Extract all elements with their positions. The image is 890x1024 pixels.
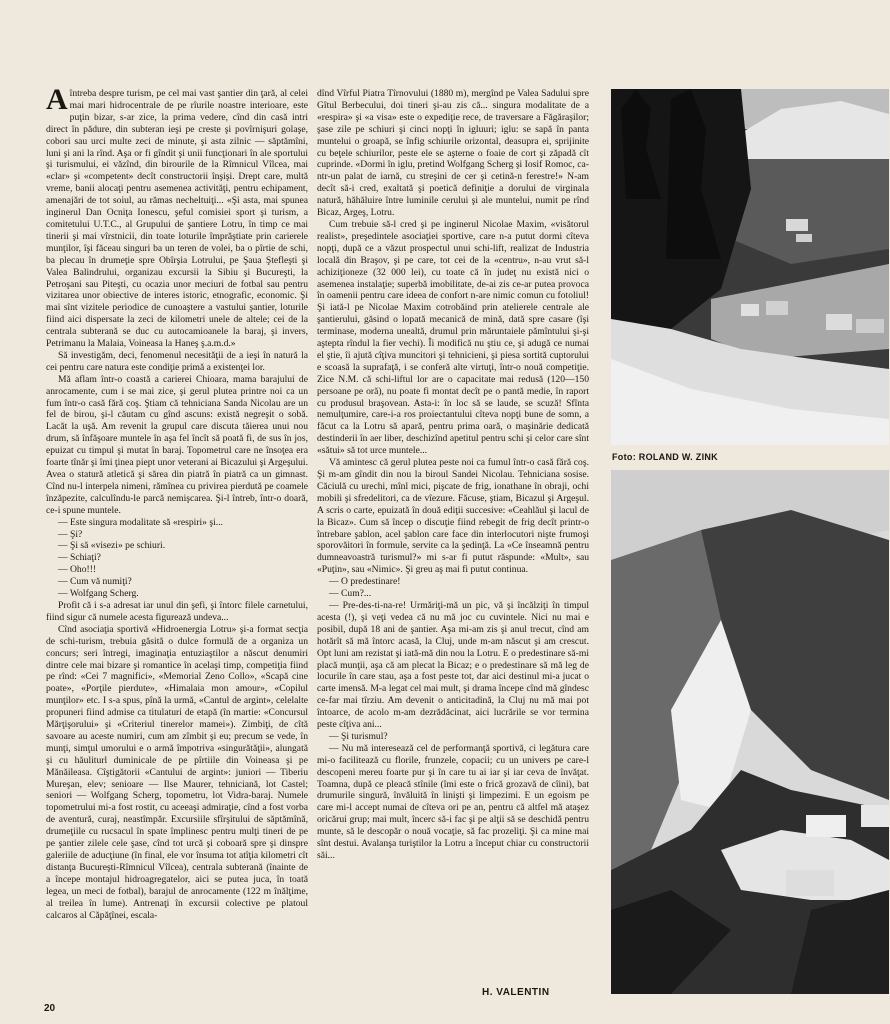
dialogue-line: — Wolfgang Scherg. bbox=[58, 588, 139, 600]
article-paragraph bbox=[46, 83, 308, 350]
article-paragraph: Cum trebuie să-l cred şi pe inginerul Nicolae Maxim, «visătorul realist», preşedintele asociaţiei sportive, care n-a putut dormi cîteva nopţi, după ce a văzut prospectul unui schi-lift, realizat de Industria locală din Braşov, şi pe care, tot cei de la «centru», n-au vrut să-l achiziţioneze (32 000 lei), cu toate că în judeţ nu există nici o asemenea instalaţie; superbă imobilitate, de-ai zis ce-ar putea provoca în oamenii pentru care ideea de confort n-are nimic comun cu fotoliul! Şi iată-l pe Nicolae Maxim cotrobăind prin atelierele centrale ale şantierului, găsind o lopată mecanică de mină, dată spre casare (îşi terminase, moderna unealtă, drumul prin măruntaiele pămîntului şi-şi aştepta rîndul la fier vechi). Îi modifică nu ştiu ce, şi adugă ce numai el ştie, îi ajută cîţiva muncitori şi tehnicieni, şi piesa sortită cuptorului e scoasă la suprafaţă, i se conferă alte virtuţi, într-o nouă competiţie. Zice N.M. că schi-liftul lor are o capacitate mai redusă (120—150 persoane pe oră), nu poate fi montat decît pe o pantă medie, în raport cu produsul braşovean. Asta-i: în loc să se laude, se scuză! Sfînta nemulţumire, care-i-a ros proiectantului cîteva nopţi bune de somn, a făcut ca la Lotru să apară, pentru prima oară, o maşinărie dedicată destinderii în aer liber, deschizînd apetitul pentru schi şi celor care sînt «sătui» să tot urce muntele... bbox=[317, 218, 589, 457]
dialogue-line: — Cum vă numiţi? bbox=[58, 576, 132, 588]
winter-village-photo bbox=[611, 89, 889, 445]
building bbox=[786, 870, 834, 896]
building bbox=[856, 319, 884, 333]
winter-village-illustration bbox=[611, 89, 889, 445]
dialogue-line: — Şi turismul? bbox=[329, 730, 388, 742]
building bbox=[741, 304, 759, 316]
dialogue-line: — Pre-des-ti-na-re! Urmăriţi-mă un pic, vă şi încălziţi în timpul acesta (!), şi veţi vedea că nu mă joc cu cuvintele. Nici nu mai e posibil, după 18 ani de şantier. Aşa mi-am zis şi anul trecut, cînd am hotărît să mă întorc acasă, la Cluj, unde m-am născut şi am crescut. Opt luni am rezistat şi iată-mă din nou la Lotru. E o predestinare să-mi placă munţii, aşa că am plecat la Bicaz; e o predestinare să mă leg de locurile în care stau, aşa a fost peste tot, dar aici destinul mi-a jucat o carte imensă. M-a legat cel mai mult, şi drama începe cînd mă gîndesc ce-far mai tîrziu. Am devenit o anticitadină, la Cluj nu mă mai pot întoarce, de acolo m-am dezrădăcinat, aici lucrările se vor termina peste cîţiva ani... bbox=[317, 599, 589, 731]
dialogue-line: — Nu mă interesează cel de performanţă sportivă, ci legătura care mi-o facilitează cu florile, frunzele, copacii; cu un univers pe care-l descopeni mereu foarte pur şi în care tu ai iar şi iar ceva de învăţat. Toamna, după ce pleacă stînile (îmi este o frică grozavă de cîini), bat drumurile singură, învăluită în linişti şi limpezimi. E un egoism pe care mi-l accept numai de cîteva ori pe an, pentru că altfel mă ataşez oricărui grup; mai mult, încerc să-i fac şi pe alţii să se deschidă pentru munte, să le descopăr o nouă vocaţie, să fac prozeliţi. Şi ca mine mai sînt destui. Avalanşa turiştilor la Lotru a început chiar cu constructorii săi... bbox=[317, 742, 589, 861]
building bbox=[796, 234, 812, 242]
snowy-valley-illustration bbox=[611, 470, 889, 994]
building bbox=[766, 301, 788, 315]
dialogue-line: — Şi? bbox=[58, 528, 83, 540]
article-paragraph: Profit că i s-a adresat iar unul din şefi, şi întorc filele carnetului, fiind sigur că numele acesta figurează undeva... bbox=[46, 599, 308, 623]
article-paragraph: Să investigăm, deci, fenomenul necesităţii de a ieşi în natură la cei pentru care natura este condiţie primă a existenţei lor. bbox=[46, 349, 308, 373]
article-author: H. VALENTIN bbox=[482, 987, 550, 998]
article-paragraph: dînd Vîrful Piatra Tîrnovului (1880 m), mergînd pe Valea Sadului spre Gîtul Berbecului, doi tineri şi-au zis că... singura modalitate de a «respira» şi «a visa» este o expediţie rece, de traversare a Făgăraşilor; şase zile pe schiuri şi cinci nopţi în igluuri; iglu: se sapă în panta muntelui o groapă, se înfig schiurile orizontal, deasupra ei, sprijinite cu beţele schiurilor, peste ele se aşterne o foaie de cort şi zăpadă cît cuprinde. «Dormi în iglu, pretind Wolfgang Scherg şi Iosif Romoc, ca-ntr-un palat de iarnă, cu streşini de cer şi cetină-n ferestre!» N-am decît să-i cred, exaltată şi poetică definiţie a dorului de virginala natură, hăhăluire între luminile cerului şi ale muntelui, numit pe rînd Bicaz, Argeş, Lotru. bbox=[317, 88, 589, 219]
dialogue-line: — Oho!!! bbox=[58, 564, 97, 576]
drop-cap: A bbox=[46, 83, 68, 116]
building bbox=[861, 805, 889, 827]
dialogue-line: — Cum?... bbox=[329, 588, 372, 600]
article-paragraph: Vă amintesc că gerul plutea peste noi ca fumul într-o casă fără coş. Şi m-am gîndit din nou la biroul Sandei Nicolau. Tehniciana sosise. Căciulă cu urechi, mînl mici, pişcate de frig, ionathane în obraji, ochi mobili şi sfredelitori, ca de vîezure. Făcuse, ştiam, Bicazul şi Argeşul. A scris o carte, epuizată în două ediţii succesive: «Ceahlăul şi lacul de la Bicaz». Cum să încep o discuţie fiind rebegit de frig decît printr-o întrebare şablon, acel şablon care face din interlocutori nişte frumoşi sporovăitori în formule, servite ca la şedinţă. La «Ce înseamnă pentru dumneavoastră turismul?» mi s-ar fi putut răspunde: «Mult», sau «Puţin», sau «Nimic». Şi greu aş mai fi putut continua. bbox=[317, 457, 589, 576]
photo-credit: Foto: ROLAND W. ZINK bbox=[612, 452, 718, 462]
snowy-valley-photo bbox=[611, 470, 889, 994]
dialogue-line: — Schiaţi? bbox=[58, 552, 101, 564]
paragraph-text: întreba despre turism, pe cel mai vast şantier din ţară, al celei mai mari hidrocentrale de pe rîurile noastre interioare, este puţin bizar, s-ar zice, la prima vedere, cînd din casă intri direct în pădure, din subteran ieşi pe creste şi povîrnişuri golaşe, cobori sau urci multe zeci de minute, şi asta zilnic — săptămîni, luni şi ani la rînd. Aşa or fi gîndit şi unii funcţionari în ale sportului şi turismului, ei văzînd, din birourile de la Rîmnicul Vîlcea, mai «clar» şi «competent» decît constructorii înşişi. Drept care, multă vreme, banii alocaţi pentru asemenea activităţi, pentru echipament, amenajări de tot soiul, au rămas necheltuiţi... «Şi asta, mai spunea inginerul Dan Ocniţa Ionescu, şeful comisiei sport şi turism, a comitetului U.T.C., al Grupului de şantiere Lotru, în timp ce mai tinerii şi mai vîrstnicii, din toate loturile împrăştiate prin carierele munţilor, îşi făceau singuri ba un teren de volei, ba o pîrtie de schi, ba plecau în drumeţie spre Obîrşia Lotrului, pe Şaua Ştefleşti şi Valea Balindrului, organizau excursii la Sibiu şi Bucureşti, la Petroşani sau Piteşti, cu ocazia unor meciuri de fotbal sau pentru vizitarea unor obiective de interes istoric, etnografic, economic. Şi mai sînt vizitele periodice de cunoaştere a vastului şantier, loturile fiind aici dispersate la zeci de kilometri unele de altele; cei de la centrala subterană se duc cu autocamioanele la baraj, şi invers, Petrimanu la Malaia, Voineasa la Haneş ş.a.m.d.» bbox=[46, 88, 308, 350]
article-paragraph: Cînd asociaţia sportivă «Hidroenergia Lotru» şi-a format secţia de schi-turism, trebuia găsită o dulce formulă de a organiza un concurs; seri întregi, imaginaţia entuziaştilor a născut denumiri dintre cele mai bizare şi romantice în acelaşi timp, competiţia fiind pe rînd: «Cei 7 magnifici», «Memorial Zeno Collo», «Scapă cine poate», «Porţile pierdute», «Himalaia mon amour», «Copilul munţilor» etc. I s-a spus, pînă la urmă, «Cantul de argint», celelalte propuneri fiind admise ca titulaturi de etapă (în martie: «Concursul Mărţişorului» şi «Criteriul tinerelor mamei»). Zimbiţi, de cîtă savoare au aceste numiri, cum am zîmbit şi eu; precum se vede, în munţi, simţul umorului e o armă împotriva «singurătăţii», alungată şi cu hăuliturl duminicale de pe pîrtiile din Voineasa şi pe Mănăileasa. Cîştigătorii «Cantului de argint»: juniori — Tiberiu Mureşan, elev; senioare — Ilse Maurer, tehniciană, lot Castel; seniori — Wolfgang Scherg, topometru, lot Vidra-baraj. Numele topometrului mi-a fost rostit, cu aceeaşi admiraţie, cînd a fost vorba de aventură, curaj, neastîmpăr. Excursiile sfîrşitului de săptămînă, drumeţiile cu rucsacul în spate împlinesc pentru mulţi tineri de pe pe şantier zilele cele şase, cînd tot urcă şi coboară spre şi dinspre galeriile de aducţiune (în final, ele vor însuma tot atîţia kilometri cît distanţa Bucureşti-Rîmnicul Vîlcea), centrala subterană (înainte de a începe montajul hidroagregatelor, aici se putea juca, în toată legea, un meci de fotbal), barajul de anrocamente (122 m înălţime, al treilea în lume). Antrenaţi în excursii colective pe platoul calcaros al Căpăţînei, escala- bbox=[46, 623, 308, 921]
building bbox=[806, 815, 846, 837]
article-column-2 bbox=[317, 88, 589, 862]
dialogue-line: — Este singura modalitate să «respiri» şi... bbox=[58, 516, 223, 528]
dialogue-line: — O predestinare! bbox=[329, 576, 401, 588]
dialogue-line: — Şi să «visezi» pe schiuri. bbox=[58, 540, 166, 552]
building bbox=[826, 314, 852, 330]
article-column-1 bbox=[46, 83, 308, 921]
forest-slope bbox=[731, 159, 889, 264]
page-number: 20 bbox=[44, 1003, 56, 1014]
article-paragraph: Mă aflam într-o coastă a carierei Chioara, mama barajului de anrocamente, cum i se mai zice, şi gerul plutea printre noi ca un fum într-o casă fără coş. Ştiam că tehniciana Sanda Nicolau are un fel de birou, şi-l căutam cu gînd ascuns: există negreşit o sobă. Lacăt la uşă. Am revenit la grupul care discuta tăierea unui nou drum, să înfăşoare muntele în aşa fel încît să poată fi, de sus în jos, epuizat cu timpul şi mutat în baraj. Topometrul care ne însoţea era foarte tînăr şi îmi ţinea piept unor veterani ai Bicazului şi Argeşului. Avea o statură atletică şi sărea din piatră în piatră ca un gimnast. Cînd nu-l interpela nimeni, rămînea cu privirea pierdută pe coamele înzăpezite, calculîndu-le parcă nemişcarea. Şi-l întreb, într-o doară, ce-i spune muntele. bbox=[46, 373, 308, 516]
building bbox=[786, 219, 808, 231]
